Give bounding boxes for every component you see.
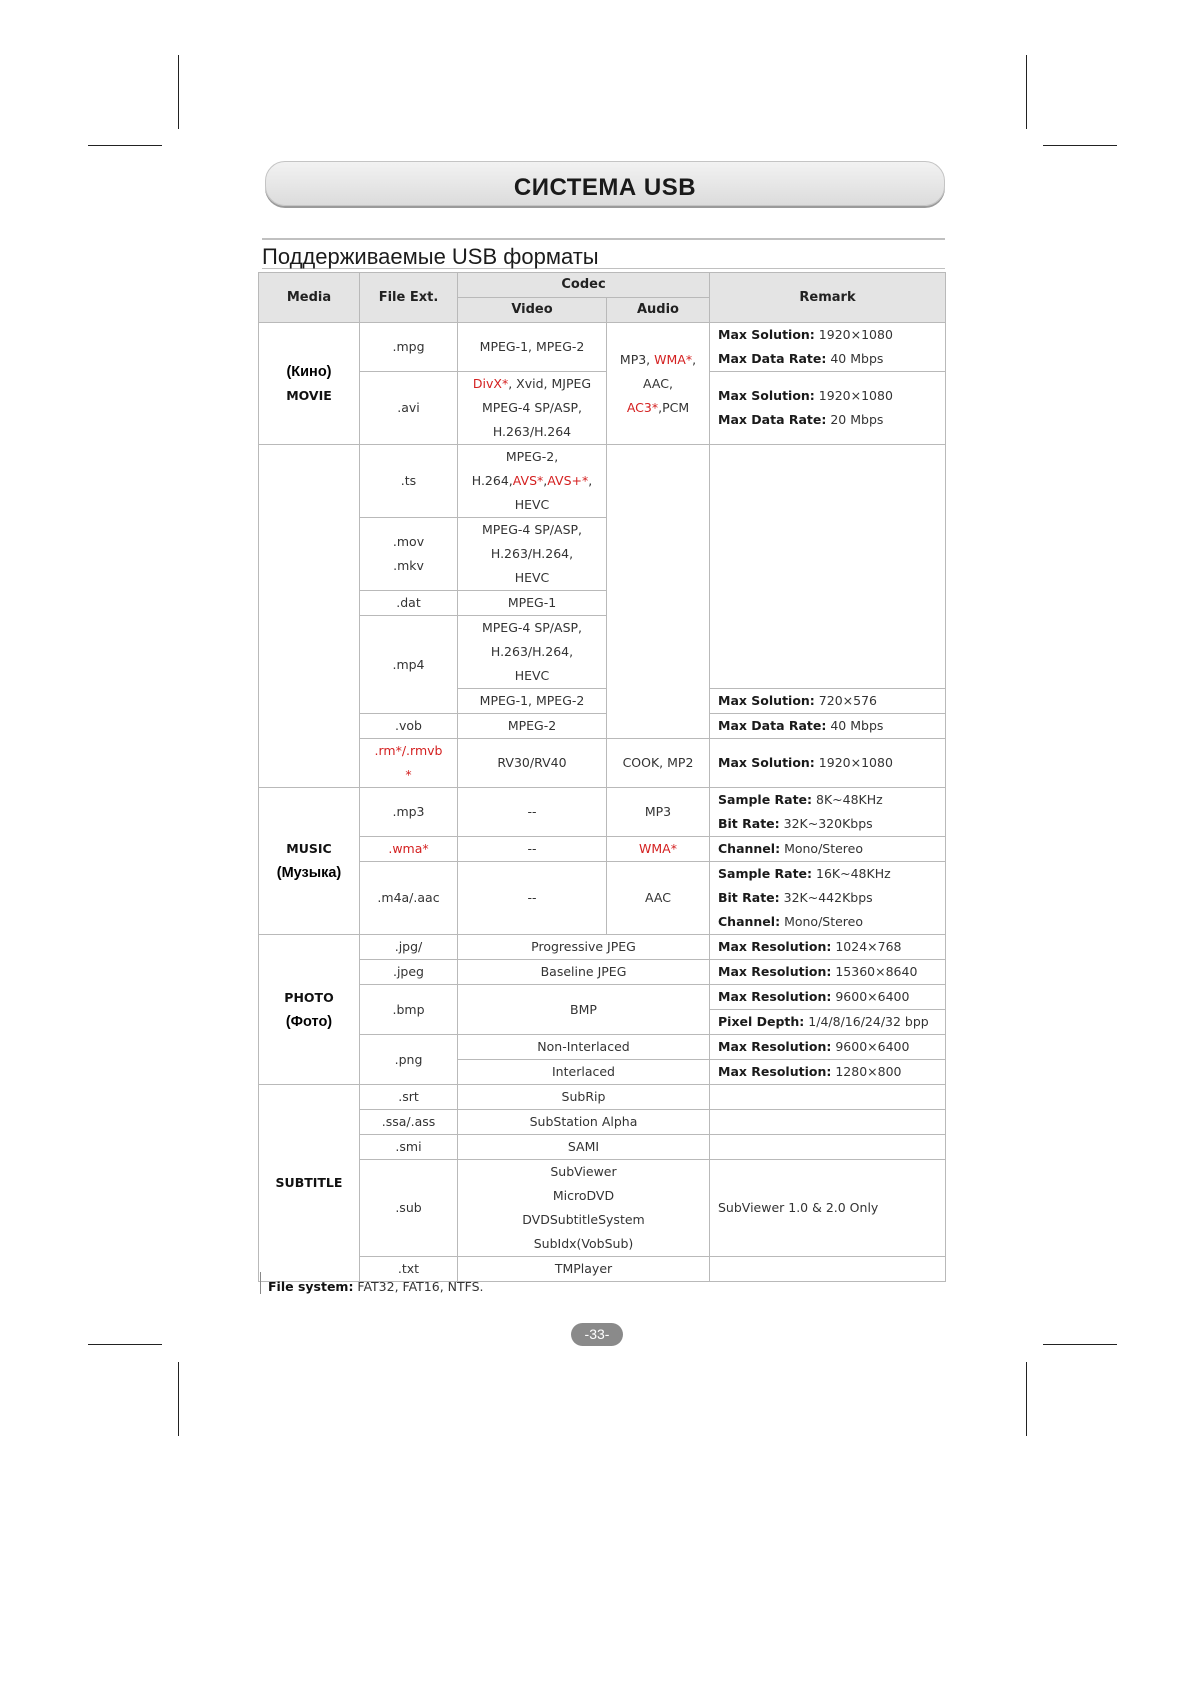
- table-row: [259, 739, 946, 788]
- table-row: [259, 445, 946, 518]
- header-video: Video: [458, 298, 607, 323]
- ext-smi: .smi: [360, 1135, 458, 1160]
- codec-sub: SubViewer MicroDVD DVDSubtitleSystem SubIdx(VobSub): [458, 1160, 710, 1257]
- ext-srt: .srt: [360, 1085, 458, 1110]
- media-music: MUSIC (Музыка): [259, 788, 360, 935]
- table-row: [259, 837, 946, 862]
- table-row: [259, 1257, 946, 1282]
- media-subtitle: SUBTITLE: [259, 1085, 360, 1282]
- video-mp4: MPEG-4 SP/ASP, H.263/H.264, HEVC: [458, 616, 607, 689]
- audio-movie: MP3, WMA*, AAC, AC3*,PCM: [607, 323, 710, 445]
- codec-png-1: Non-Interlaced: [458, 1035, 710, 1060]
- ext-ts: .ts: [360, 445, 458, 518]
- table-row: [259, 1085, 946, 1110]
- remark-empty: [710, 445, 946, 689]
- remark-jpg: Max Resolution: 1024×768: [710, 935, 946, 960]
- audio-m4a: AAC: [607, 862, 710, 935]
- table-row: [259, 1110, 946, 1135]
- divider: [260, 1272, 261, 1294]
- remark-png-1: Max Resolution: 9600×6400: [710, 1035, 946, 1060]
- video-vob: MPEG-2: [458, 714, 607, 739]
- ext-png: .png: [360, 1035, 458, 1085]
- media-movie-en: MOVIE: [286, 387, 332, 403]
- table-row: [259, 935, 946, 960]
- ext-mp4: .mp4: [360, 616, 458, 714]
- audio-wma: WMA*: [607, 837, 710, 862]
- media-movie-ru: (Кино): [286, 363, 332, 380]
- ext-jpg: .jpg/: [360, 935, 458, 960]
- codec-jpg: Progressive JPEG: [458, 935, 710, 960]
- video-m4a: --: [458, 862, 607, 935]
- video-rm: RV30/RV40: [458, 739, 607, 788]
- crop-mark: [178, 1362, 179, 1436]
- table-row: [259, 372, 946, 445]
- codec-png-2: Interlaced: [458, 1060, 710, 1085]
- ext-wma: .wma*: [360, 837, 458, 862]
- remark-wma: Channel: Mono/Stereo: [710, 837, 946, 862]
- file-system-label: File system:: [268, 1279, 354, 1294]
- header-codec: Codec: [458, 273, 710, 298]
- codec-ssa: SubStation Alpha: [458, 1110, 710, 1135]
- ext-m4a: .m4a/.aac: [360, 862, 458, 935]
- codec-jpeg: Baseline JPEG: [458, 960, 710, 985]
- section-title: Поддерживаемые USB форматы: [262, 244, 599, 269]
- remark-png-2: Max Resolution: 1280×800: [710, 1060, 946, 1085]
- remark-rm: Max Solution: 1920×1080: [710, 739, 946, 788]
- page-number: -33-: [584, 1326, 610, 1342]
- audio-rm: COOK, MP2: [607, 739, 710, 788]
- page-title: СИСТЕМА USB: [513, 174, 697, 201]
- video-mpg: MPEG-1, MPEG-2: [458, 323, 607, 372]
- remark-ssa: [710, 1110, 946, 1135]
- remark-vob: Max Data Rate: 40 Mbps: [710, 714, 946, 739]
- crop-mark: [1026, 55, 1027, 129]
- crop-mark: [88, 1344, 162, 1345]
- ext-txt: .txt: [360, 1257, 458, 1282]
- ext-mov-mkv: .mov .mkv: [360, 518, 458, 591]
- remark-avi: Max Solution: 1920×1080 Max Data Rate: 20 Mbps: [710, 372, 946, 445]
- ext-mp3: .mp3: [360, 788, 458, 837]
- ext-rm: .rm*/.rmvb *: [360, 739, 458, 788]
- crop-mark: [1043, 1344, 1117, 1345]
- crop-mark: [1043, 145, 1117, 146]
- remark-smi: [710, 1135, 946, 1160]
- header-media: Media: [259, 273, 360, 323]
- codec-bmp: BMP: [458, 985, 710, 1035]
- ext-ssa: .ssa/.ass: [360, 1110, 458, 1135]
- remark-mp4: Max Solution: 720×576: [710, 689, 946, 714]
- ext-sub: .sub: [360, 1160, 458, 1257]
- file-system-value: FAT32, FAT16, NTFS.: [353, 1279, 484, 1294]
- ext-vob: .vob: [360, 714, 458, 739]
- remark-bmp-depth: Pixel Depth: 1/4/8/16/24/32 bpp: [710, 1010, 946, 1035]
- codec-txt: TMPlayer: [458, 1257, 710, 1282]
- video-mp4-b: MPEG-1, MPEG-2: [458, 689, 607, 714]
- video-ts: MPEG-2, H.264,AVS*,AVS+*, HEVC: [458, 445, 607, 518]
- codec-srt: SubRip: [458, 1085, 710, 1110]
- ext-dat: .dat: [360, 591, 458, 616]
- ext-mpg: .mpg: [360, 323, 458, 372]
- ext-bmp: .bmp: [360, 985, 458, 1035]
- table-row: [259, 1035, 946, 1060]
- table-row: [259, 862, 946, 935]
- media-movie-cont: [259, 445, 360, 788]
- table-header-row: [259, 273, 946, 298]
- media-movie: [259, 323, 360, 445]
- table-row: [259, 1135, 946, 1160]
- video-mov: MPEG-4 SP/ASP, H.263/H.264, HEVC: [458, 518, 607, 591]
- title-bar: [265, 161, 945, 206]
- table-row: [259, 788, 946, 837]
- table-row: [259, 960, 946, 985]
- remark-sub: SubViewer 1.0 & 2.0 Only: [710, 1160, 946, 1257]
- table-row: [259, 985, 946, 1010]
- media-photo: PHOTO (Фото): [259, 935, 360, 1085]
- video-mp3: --: [458, 788, 607, 837]
- ext-avi: .avi: [360, 372, 458, 445]
- remark-jpeg: Max Resolution: 15360×8640: [710, 960, 946, 985]
- header-file-ext: File Ext.: [360, 273, 458, 323]
- video-wma: --: [458, 837, 607, 862]
- table-row: [259, 323, 946, 372]
- crop-mark: [1026, 1362, 1027, 1436]
- header-remark: Remark: [710, 273, 946, 323]
- table-row: [259, 714, 946, 739]
- remark-srt: [710, 1085, 946, 1110]
- codec-smi: SAMI: [458, 1135, 710, 1160]
- page-number-badge: [571, 1323, 623, 1346]
- audio-empty: [607, 445, 710, 739]
- video-avi: DivX*, Xvid, MJPEG MPEG-4 SP/ASP, H.263/H.264: [458, 372, 607, 445]
- remark-m4a: Sample Rate: 16K~48KHz Bit Rate: 32K~442Kbps Channel: Mono/Stereo: [710, 862, 946, 935]
- ext-jpeg: .jpeg: [360, 960, 458, 985]
- file-system-note: [268, 1279, 484, 1294]
- crop-mark: [178, 55, 179, 129]
- remark-mp3: Sample Rate: 8K~48KHz Bit Rate: 32K~320Kbps: [710, 788, 946, 837]
- video-dat: MPEG-1: [458, 591, 607, 616]
- formats-table: [258, 272, 946, 1282]
- crop-mark: [88, 145, 162, 146]
- audio-mp3: MP3: [607, 788, 710, 837]
- remark-txt: [710, 1257, 946, 1282]
- remark-bmp-res: Max Resolution: 9600×6400: [710, 985, 946, 1010]
- header-audio: Audio: [607, 298, 710, 323]
- divider: [262, 238, 945, 240]
- remark-mpg: Max Solution: 1920×1080 Max Data Rate: 40 Mbps: [710, 323, 946, 372]
- table-row: [259, 1160, 946, 1257]
